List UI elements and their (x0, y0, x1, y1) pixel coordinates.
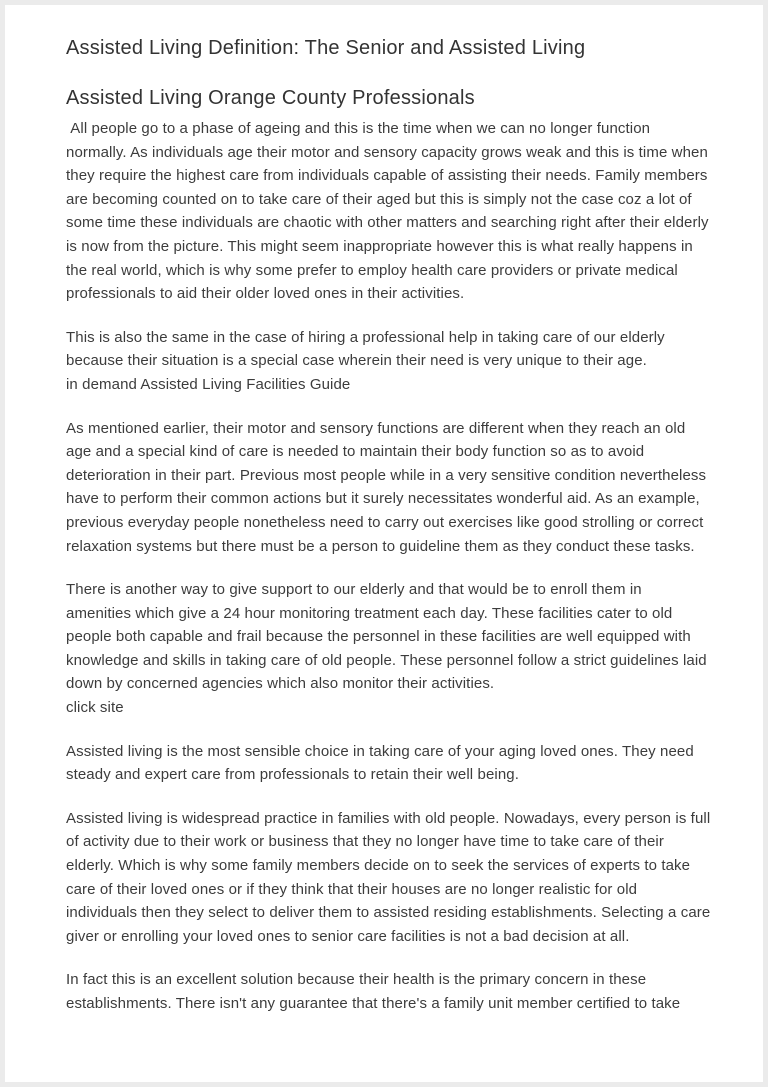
paragraph-3: As mentioned earlier, their motor and sensory functions are different when they reach an old age and a special kind of care is needed to maintain their body function so as to avoid deterioration in their part. Previous most people while in a very sensitive condition nevertheless have to perform their common actions but it surely necessitates wonderful aid. As an example, previous everyday people nonetheless need to carry out exercises like good strolling or correct relaxation systems but there must be a person to guideline them as they conduct these tasks. (66, 419, 711, 555)
paragraph-5: Assisted living is the most sensible choice in taking care of your aging loved ones. They need steady and expert care from professionals to retain their well being. (66, 742, 699, 784)
click-site-link[interactable]: click site (66, 699, 124, 717)
document-page (5, 5, 763, 1082)
paragraph-4: There is another way to give support to our elderly and that would be to enroll them in amenities which give a 24 hour monitoring treatment each day. These facilities cater to old people both capable and frail because the personnel in these facilities are well equipped with knowledge and skills in taking care of old people. These personnel follow a strict guidelines laid down by concerned agencies which also monitor their activities. (66, 581, 712, 693)
document-title: Assisted Living Definition: The Senior and Assisted Living (66, 37, 586, 59)
paragraph-7: In fact this is an excellent solution because their health is the primary concern in these establishments. There isn't any guarantee that there's a family unit member certified to take (66, 971, 681, 1012)
facilities-guide-link[interactable]: in demand Assisted Living Facilities Guide (66, 375, 351, 393)
document-subtitle: Assisted Living Orange County Professionals (66, 87, 475, 109)
paragraph-block-4 (66, 578, 711, 720)
paragraph-6: Assisted living is widespread practice in families with old people. Nowadays, every person is full of activity due to their work or business that they no longer have time to take care of their elderly. Which is why some family members decide on to seek the services of experts to take care of their loved ones or if they think that their houses are no longer realistic for old individuals then they select to deliver them to assisted residing establishments. Selecting a care giver or enrolling your loved ones to senior care facilities is not a bad decision at all. (66, 809, 715, 945)
paragraph-block-2 (66, 326, 711, 397)
paragraph-1: All people go to a phase of ageing and this is the time when we can no longer function normally. As individuals age their motor and sensory capacity grows weak and this is time when they require the highest care from individuals capable of assisting their needs. Family members are becoming counted on to take care of their aged but this is simply not the case coz a lot of some time these individuals are chaotic with other matters and searching right after their elderly is now from the picture. This might seem inappropriate however this is what really happens in the real world, which is why some prefer to employ health care providers or private medical professionals to aid their older loved ones in their activities. (66, 120, 713, 303)
paragraph-2: This is also the same in the case of hiring a professional help in taking care of our elderly because their situation is a special case wherein their need is very unique to their age. (66, 328, 670, 370)
